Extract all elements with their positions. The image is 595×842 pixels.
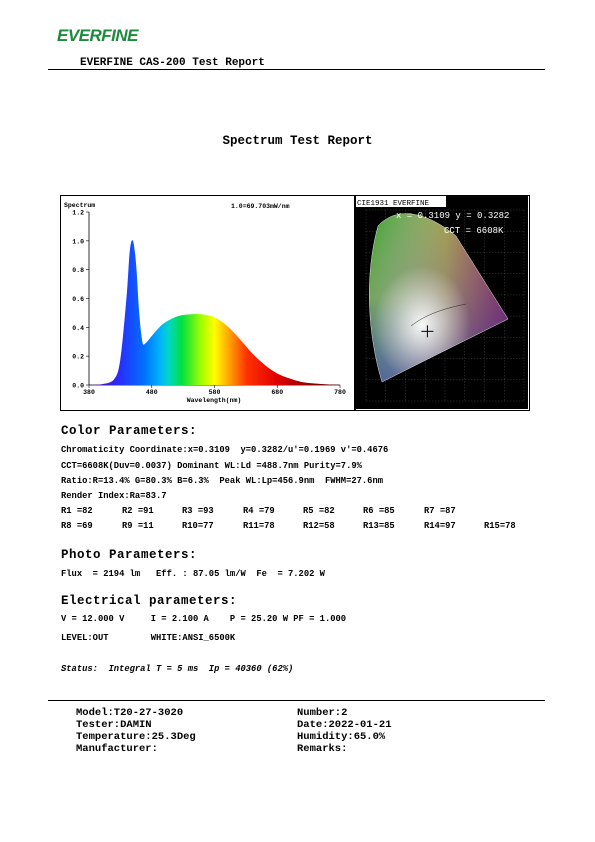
footer-manufacturer: Manufacturer: — [76, 743, 158, 755]
y-tick-label: 0.2 — [72, 353, 84, 361]
r-value: R7 =87 — [424, 506, 456, 516]
r-value: R14=97 — [424, 521, 456, 531]
electrical-line-2: LEVEL:OUT WHITE:ANSI_6500K — [61, 633, 236, 643]
cie-cct: CCT = 6608K — [444, 226, 504, 236]
y-tick-label: 0.8 — [72, 267, 84, 275]
spectrum-xlabel: Wavelength(nm) — [186, 397, 242, 404]
status-line: Status: Integral T = 5 ms Ip = 40360 (62%) — [61, 664, 294, 674]
logo-text: EVERFINE — [57, 26, 139, 45]
cie-chart — [356, 196, 528, 409]
cie-coords: x = 0.3109 y = 0.3282 — [396, 211, 510, 221]
everfine-logo — [57, 26, 138, 46]
footer-temperature: Temperature:25.3Deg — [76, 731, 196, 743]
r-value: R9 =11 — [122, 521, 154, 531]
color-params-heading: Color Parameters: — [61, 424, 198, 438]
r-value: R12=58 — [303, 521, 335, 531]
cie-title: CIE1931 EVERFINE — [357, 200, 430, 208]
y-tick-label: 0.6 — [72, 296, 84, 303]
x-tick-label: 380 — [83, 389, 95, 396]
r-value: R1 =82 — [61, 506, 93, 516]
r-value: R2 =91 — [122, 506, 154, 516]
r-value: R8 =69 — [61, 521, 93, 531]
cct-line: CCT=6608K(Duv=0.0037) Dominant WL:Ld =488.7nm Purity=7.9% — [61, 461, 362, 471]
r-value: R4 =79 — [243, 506, 275, 516]
photo-line: Flux = 2194 lm Eff. : 87.05 lm/W Fe = 7.202 W — [61, 569, 325, 579]
footer-date: Date:2022-01-21 — [297, 719, 392, 731]
y-tick-label: 0.0 — [72, 382, 84, 390]
render-row-2 — [0, 521, 595, 533]
r-value: R6 =85 — [363, 506, 395, 516]
r-value: R13=85 — [363, 521, 395, 531]
render-row-1 — [0, 506, 595, 518]
x-tick-label: 680 — [271, 389, 284, 396]
spectrum-chart — [61, 196, 354, 409]
footer-humidity: Humidity:65.0% — [297, 731, 386, 743]
render-index-line: Render Index:Ra=83.7 — [61, 491, 167, 501]
electrical-params-heading: Electrical parameters: — [61, 594, 238, 608]
y-tick-label: 1.2 — [72, 209, 84, 217]
footer-number: Number:2 — [297, 707, 348, 719]
electrical-line-1: V = 12.000 V I = 2.100 A P = 25.20 W PF = 1.000 — [61, 614, 347, 624]
spectrum-title: Spectrum — [64, 202, 96, 209]
r-value: R10=77 — [182, 521, 214, 531]
x-tick-label: 480 — [145, 389, 158, 396]
x-tick-label: 780 — [334, 389, 346, 396]
spectrum-annotation: 1.0=69.703mW/nm — [231, 203, 290, 210]
footer-model: Model:T20-27-3020 — [76, 707, 184, 719]
x-tick-label: 580 — [208, 389, 221, 396]
y-tick-label: 0.4 — [72, 324, 84, 332]
footer-remarks: Remarks: — [297, 743, 348, 755]
header-rule — [48, 69, 545, 70]
header-title: EVERFINE CAS-200 Test Report — [80, 57, 265, 69]
ratio-line: Ratio:R=13.4% G=80.3% B=6.3% Peak WL:Lp=456.9nm FWHM=27.6nm — [61, 476, 384, 486]
footer-rule — [48, 700, 545, 701]
chromaticity-line: Chromaticity Coordinate:x=0.3109 y=0.3282/u'=0.1969 v'=0.4676 — [61, 445, 389, 455]
y-tick-label: 1.0 — [72, 238, 84, 246]
spectrum-curve — [89, 240, 340, 385]
r-value: R5 =82 — [303, 506, 335, 516]
report-title: Spectrum Test Report — [222, 134, 373, 148]
photo-params-heading: Photo Parameters: — [61, 548, 198, 562]
footer-tester: Tester:DAMIN — [76, 719, 152, 731]
r-value: R3 =93 — [182, 506, 214, 516]
r-value: R11=78 — [243, 521, 275, 531]
r-value: R15=78 — [484, 521, 516, 531]
